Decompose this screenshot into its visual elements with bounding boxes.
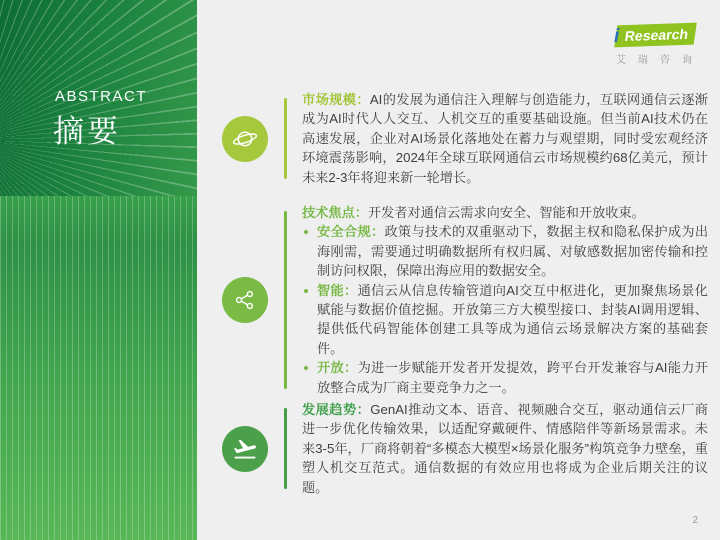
bullet-body-text: 政策与技术的双重驱动下，数据主权和隐私保护成为出海刚需，需要通过明确数据所有权归属、对敏感数据加密传输和控制访问权限，保障出海应用的数据安全。	[317, 224, 709, 279]
bullet-dot-icon	[304, 366, 308, 370]
section-text	[302, 400, 708, 497]
abstract-title-cn: 摘要	[53, 114, 121, 149]
section-lead-label: 技术焦点：	[302, 205, 368, 220]
bullet-dot-icon	[304, 230, 308, 234]
section-body-text: AI的发展为通信注入理解与创造能力，互联网通信云逐渐成为AI时代人人交互、人机交互的重要基础设施。但当前AI技术仍在高速发展，企业对AI场景化落地处在蓄力与观望期，同时受宏观经济环境震荡影响，2024年全球互联网通信云市场规模约68亿美元，预计未来2-3年将迎来新一轮增长。	[302, 92, 708, 185]
planet-icon	[222, 116, 268, 162]
sidebar-stripes-pattern	[0, 196, 197, 540]
logo-wordmark	[614, 24, 706, 46]
section-market-scale	[222, 90, 708, 187]
plane-takeoff-icon	[222, 426, 268, 472]
bullet-body-text: 为进一步赋能开发者开发提效，跨平台开发兼容与AI能力开放整合成为厂商主要竞争力之一。	[317, 360, 708, 395]
bullet-lead-label: 安全合规：	[317, 224, 385, 240]
bullet-body-text: 通信云从信息传输管道向AI交互中枢进化，更加聚焦场景化赋能与数据价值挖掘。开放第三方大模型接口、封装AI调用逻辑、提供低代码智能体创建工具等成为通信云场景解决方案的基础套件。	[317, 282, 708, 356]
bullet-item-openness	[302, 358, 708, 397]
section-body-text: GenAI推动文本、语音、视频融合交互，驱动通信云厂商进一步优化传输效果，以适配穿戴硬件、情感陪伴等新场景需求。未来3-5年，厂商将朝着“多模态大模型×场景化服务”构筑竞争力壁垒，重塑人机交互范式。通信数据的有效应用也将成为企业后期关注的议题。	[302, 402, 708, 495]
section-development-trend	[222, 400, 708, 497]
bullet-item-intelligence	[302, 281, 708, 359]
section-body-text: 开发者对通信云需求向安全、智能和开放收束。	[367, 205, 645, 220]
logo-flag: Research	[615, 23, 698, 48]
abstract-title-en: ABSTRACT	[55, 88, 148, 105]
section-lead-label: 发展趋势：	[302, 402, 371, 417]
section-tech-focus	[222, 203, 708, 397]
iresearch-logo	[614, 24, 706, 66]
page-number: 2	[692, 515, 698, 526]
section-text	[302, 203, 708, 397]
sidebar	[0, 0, 197, 540]
section-divider-line	[284, 98, 287, 179]
bullet-lead-label: 智能：	[317, 282, 358, 298]
bullet-item-security	[302, 222, 708, 280]
section-text	[302, 90, 708, 187]
logo-letter-i: i	[614, 26, 620, 47]
tech-focus-bullet-list	[302, 222, 708, 397]
bullet-lead-label: 开放：	[317, 360, 358, 376]
section-lead-label: 市场规模：	[302, 92, 370, 107]
bullet-dot-icon	[304, 289, 308, 293]
section-divider-line	[284, 408, 287, 489]
logo-chinese-name: 艾瑞咨询	[616, 55, 704, 66]
sidebar-rays-pattern	[0, 0, 197, 196]
section-divider-line	[284, 211, 287, 389]
share-icon	[222, 277, 268, 323]
